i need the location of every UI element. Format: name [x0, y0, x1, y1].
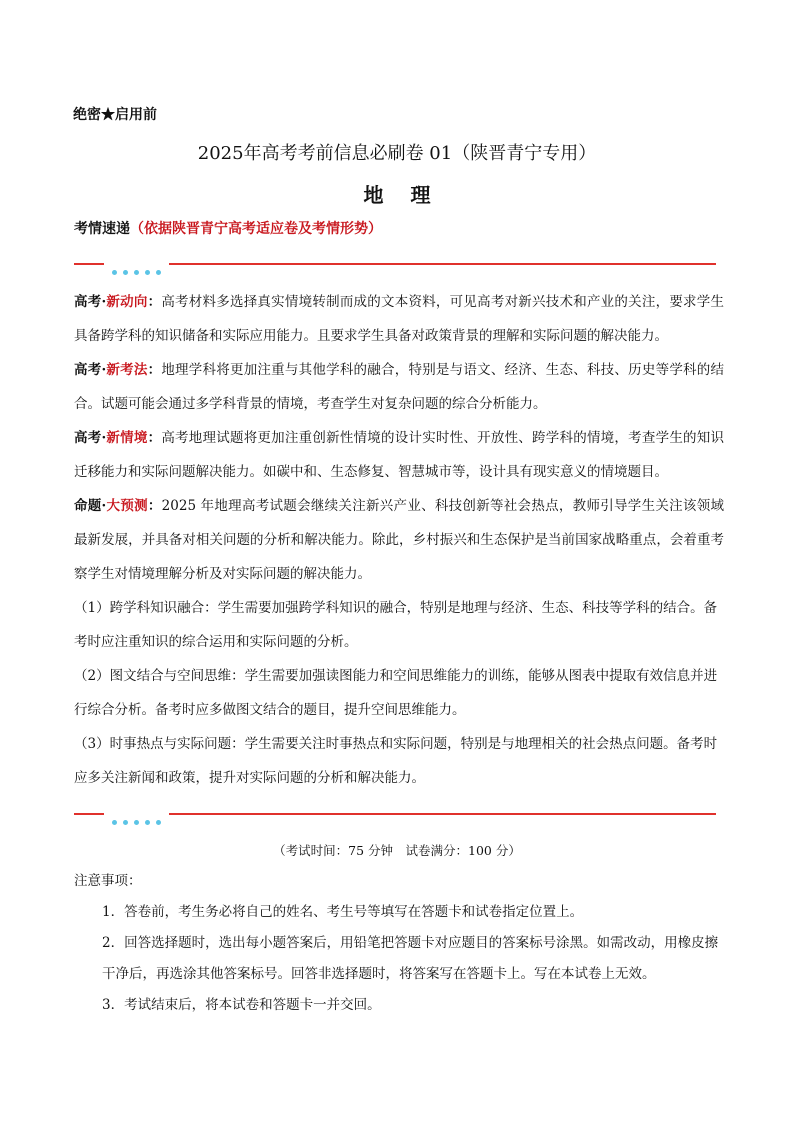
- section-prediction: [74, 489, 724, 591]
- note-item: 1．答卷前，考生务必将自己的姓名、考生号等填写在答题卡和试卷指定位置上。: [102, 904, 584, 920]
- section-text: 高考材料多选择真实情境转制而成的文本资料，可见高考对新兴技术和产业的关注，要求学生具备跨学科的知识储备和实际应用能力。且要求学生具备对政策背景的理解和实际问题的解决能力。: [74, 294, 725, 344]
- exam-info: （考试时间：75 分钟 试卷满分：100 分）: [273, 843, 521, 858]
- dot-icon: [145, 270, 150, 275]
- confidential-mark: 绝密★启用前: [73, 107, 157, 123]
- subject-title: 地 理: [363, 183, 441, 207]
- section-label: 高考·新动向：: [74, 294, 162, 310]
- section-text: 2025 年地理高考试题会继续关注新兴产业、科技创新等社会热点，教师引导学生关注该领域最新发展，并具备对相关问题的分析和解决能力。除此，乡村振兴和生态保护是当前国家战略重点，会着重考察学生对情境理解分析及对实际问题的解决能力。: [74, 498, 724, 582]
- divider-top: [74, 258, 716, 270]
- dot-icon: [112, 270, 117, 275]
- dot-icon: [112, 820, 117, 825]
- exam-title: 2025年高考考前信息必刷卷 01（陕晋青宁专用）: [197, 143, 597, 164]
- section-label: 高考·新考法：: [74, 362, 162, 378]
- divider-line-right: [169, 263, 716, 265]
- section-label: 高考·新情境：: [74, 430, 162, 446]
- section-text: 地理学科将更加注重与其他学科的融合，特别是与语文、经济、生态、科技、历史等学科的结合。试题可能会通过多学科背景的情境，考查学生对复杂问题的综合分析能力。: [74, 362, 725, 412]
- divider-bottom: [74, 808, 716, 820]
- section-new-method: [74, 353, 724, 421]
- section-label: 命题·大预测：: [74, 498, 162, 514]
- section-new-trend: [74, 285, 724, 353]
- prediction-item: （2）图文结合与空间思维：学生需要加强读图能力和空间思维能力的训练，能够从图表中提取有效信息并进行综合分析。备考时应多做图文结合的题目，提升空间思维能力。: [74, 668, 718, 718]
- dot-icon: [123, 820, 128, 825]
- dot-icon: [123, 270, 128, 275]
- dot-icon: [156, 270, 161, 275]
- section-new-context: [74, 421, 724, 489]
- divider-line-left: [74, 813, 104, 815]
- divider-line-left: [74, 263, 104, 265]
- divider-dots: [112, 810, 167, 829]
- dot-icon: [134, 820, 139, 825]
- overview-heading: [74, 218, 382, 238]
- section-text: 高考地理试题将更加注重创新性情境的设计实时性、开放性、跨学科的情境，考查学生的知识迁移能力和实际问题解决能力。如碳中和、生态修复、智慧城市等，设计具有现实意义的情境题目。: [74, 430, 725, 480]
- note-item: 3．考试结束后，将本试卷和答题卡一并交回。: [102, 997, 381, 1013]
- dot-icon: [145, 820, 150, 825]
- notes-section: [74, 866, 724, 1021]
- notes-heading: 注意事项：: [74, 873, 142, 889]
- dot-icon: [134, 270, 139, 275]
- overview-label: 考情速递: [74, 221, 130, 237]
- prediction-item: （1）跨学科知识融合：学生需要加强跨学科知识的融合，特别是地理与经济、生态、科技等学科的结合。备考时应注重知识的综合运用和实际问题的分析。: [74, 600, 718, 650]
- divider-dots: [112, 260, 167, 279]
- note-item: 2．回答选择题时，选出每小题答案后，用铅笔把答题卡对应题目的答案标号涂黑。如需改动，用橡皮擦干净后，再选涂其他答案标号。回答非选择题时，将答案写在答题卡上。写在本试卷上无效。: [102, 935, 719, 982]
- dot-icon: [156, 820, 161, 825]
- overview-body: [74, 285, 724, 795]
- prediction-item: （3）时事热点与实际问题：学生需要关注时事热点和实际问题，特别是与地理相关的社会热点问题。备考时应多关注新闻和政策，提升对实际问题的分析和解决能力。: [74, 736, 718, 786]
- divider-line-right: [169, 813, 716, 815]
- overview-note: （依据陕晋青宁高考适应卷及考情形势）: [130, 221, 382, 237]
